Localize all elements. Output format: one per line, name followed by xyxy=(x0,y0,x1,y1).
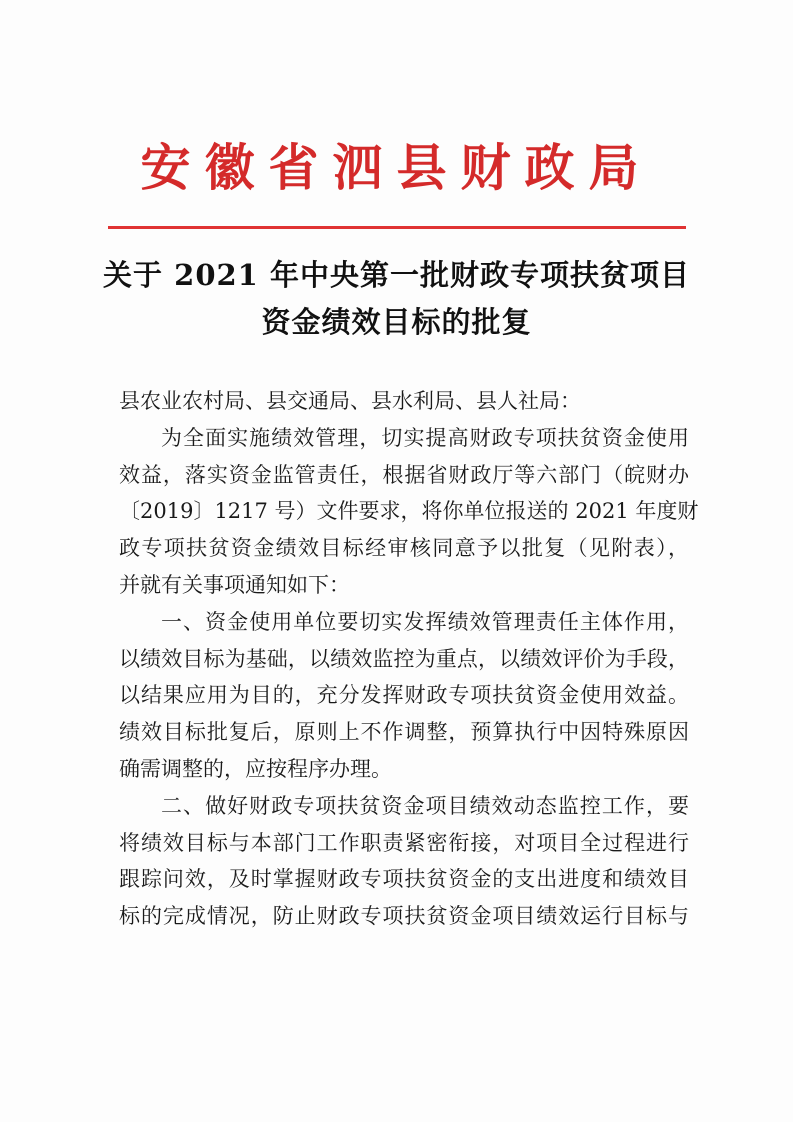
body-line: 跟踪问效，及时掌握财政专项扶贫资金的支出进度和绩效目 xyxy=(119,867,689,892)
body-line: 以结果应用为目的，充分发挥财政专项扶贫资金使用效益。 xyxy=(119,683,689,708)
document-title xyxy=(100,252,693,346)
recipients-line: 县农业农村局、县交通局、县水利局、县人社局： xyxy=(119,389,581,413)
body-line: 以绩效目标为基础，以绩效监控为重点，以绩效评价为手段， xyxy=(119,646,689,671)
issuing-authority-header: 安徽省泗县财政局 xyxy=(140,138,653,197)
body-line: 为全面实施绩效管理，切实提高财政专项扶贫资金使用 xyxy=(161,425,689,450)
body-line: 政专项扶贫资金绩效目标经审核同意予以批复（见附表）， xyxy=(119,536,689,561)
body-line: 将绩效目标与本部门工作职责紧密衔接，对项目全过程进行 xyxy=(119,830,689,855)
body-line: 一、资金使用单位要切实发挥绩效管理责任主体作用， xyxy=(161,609,689,634)
body-line: 〔2019〕1217 号）文件要求，将你单位报送的 2021 年度财 xyxy=(119,499,699,524)
body-line: 绩效目标批复后，原则上不作调整，预算执行中因特殊原因 xyxy=(119,720,689,745)
body-line: 确需调整的，应按程序办理。 xyxy=(119,756,392,781)
document-body xyxy=(119,383,699,935)
body-line: 效益，落实资金监管责任，根据省财政厅等六部门（皖财办 xyxy=(119,462,689,487)
title-line-2: 资金绩效目标的批复 xyxy=(261,305,532,339)
title-line-1: 关于 2021 年中央第一批财政专项扶贫项目 xyxy=(103,258,690,292)
body-line: 并就有关事项通知如下： xyxy=(119,572,350,597)
body-line: 二、做好财政专项扶贫资金项目绩效动态监控工作，要 xyxy=(161,793,689,818)
body-line: 标的完成情况，防止财政专项扶贫资金项目绩效运行目标与 xyxy=(119,904,689,929)
red-separator-rule xyxy=(108,226,686,229)
